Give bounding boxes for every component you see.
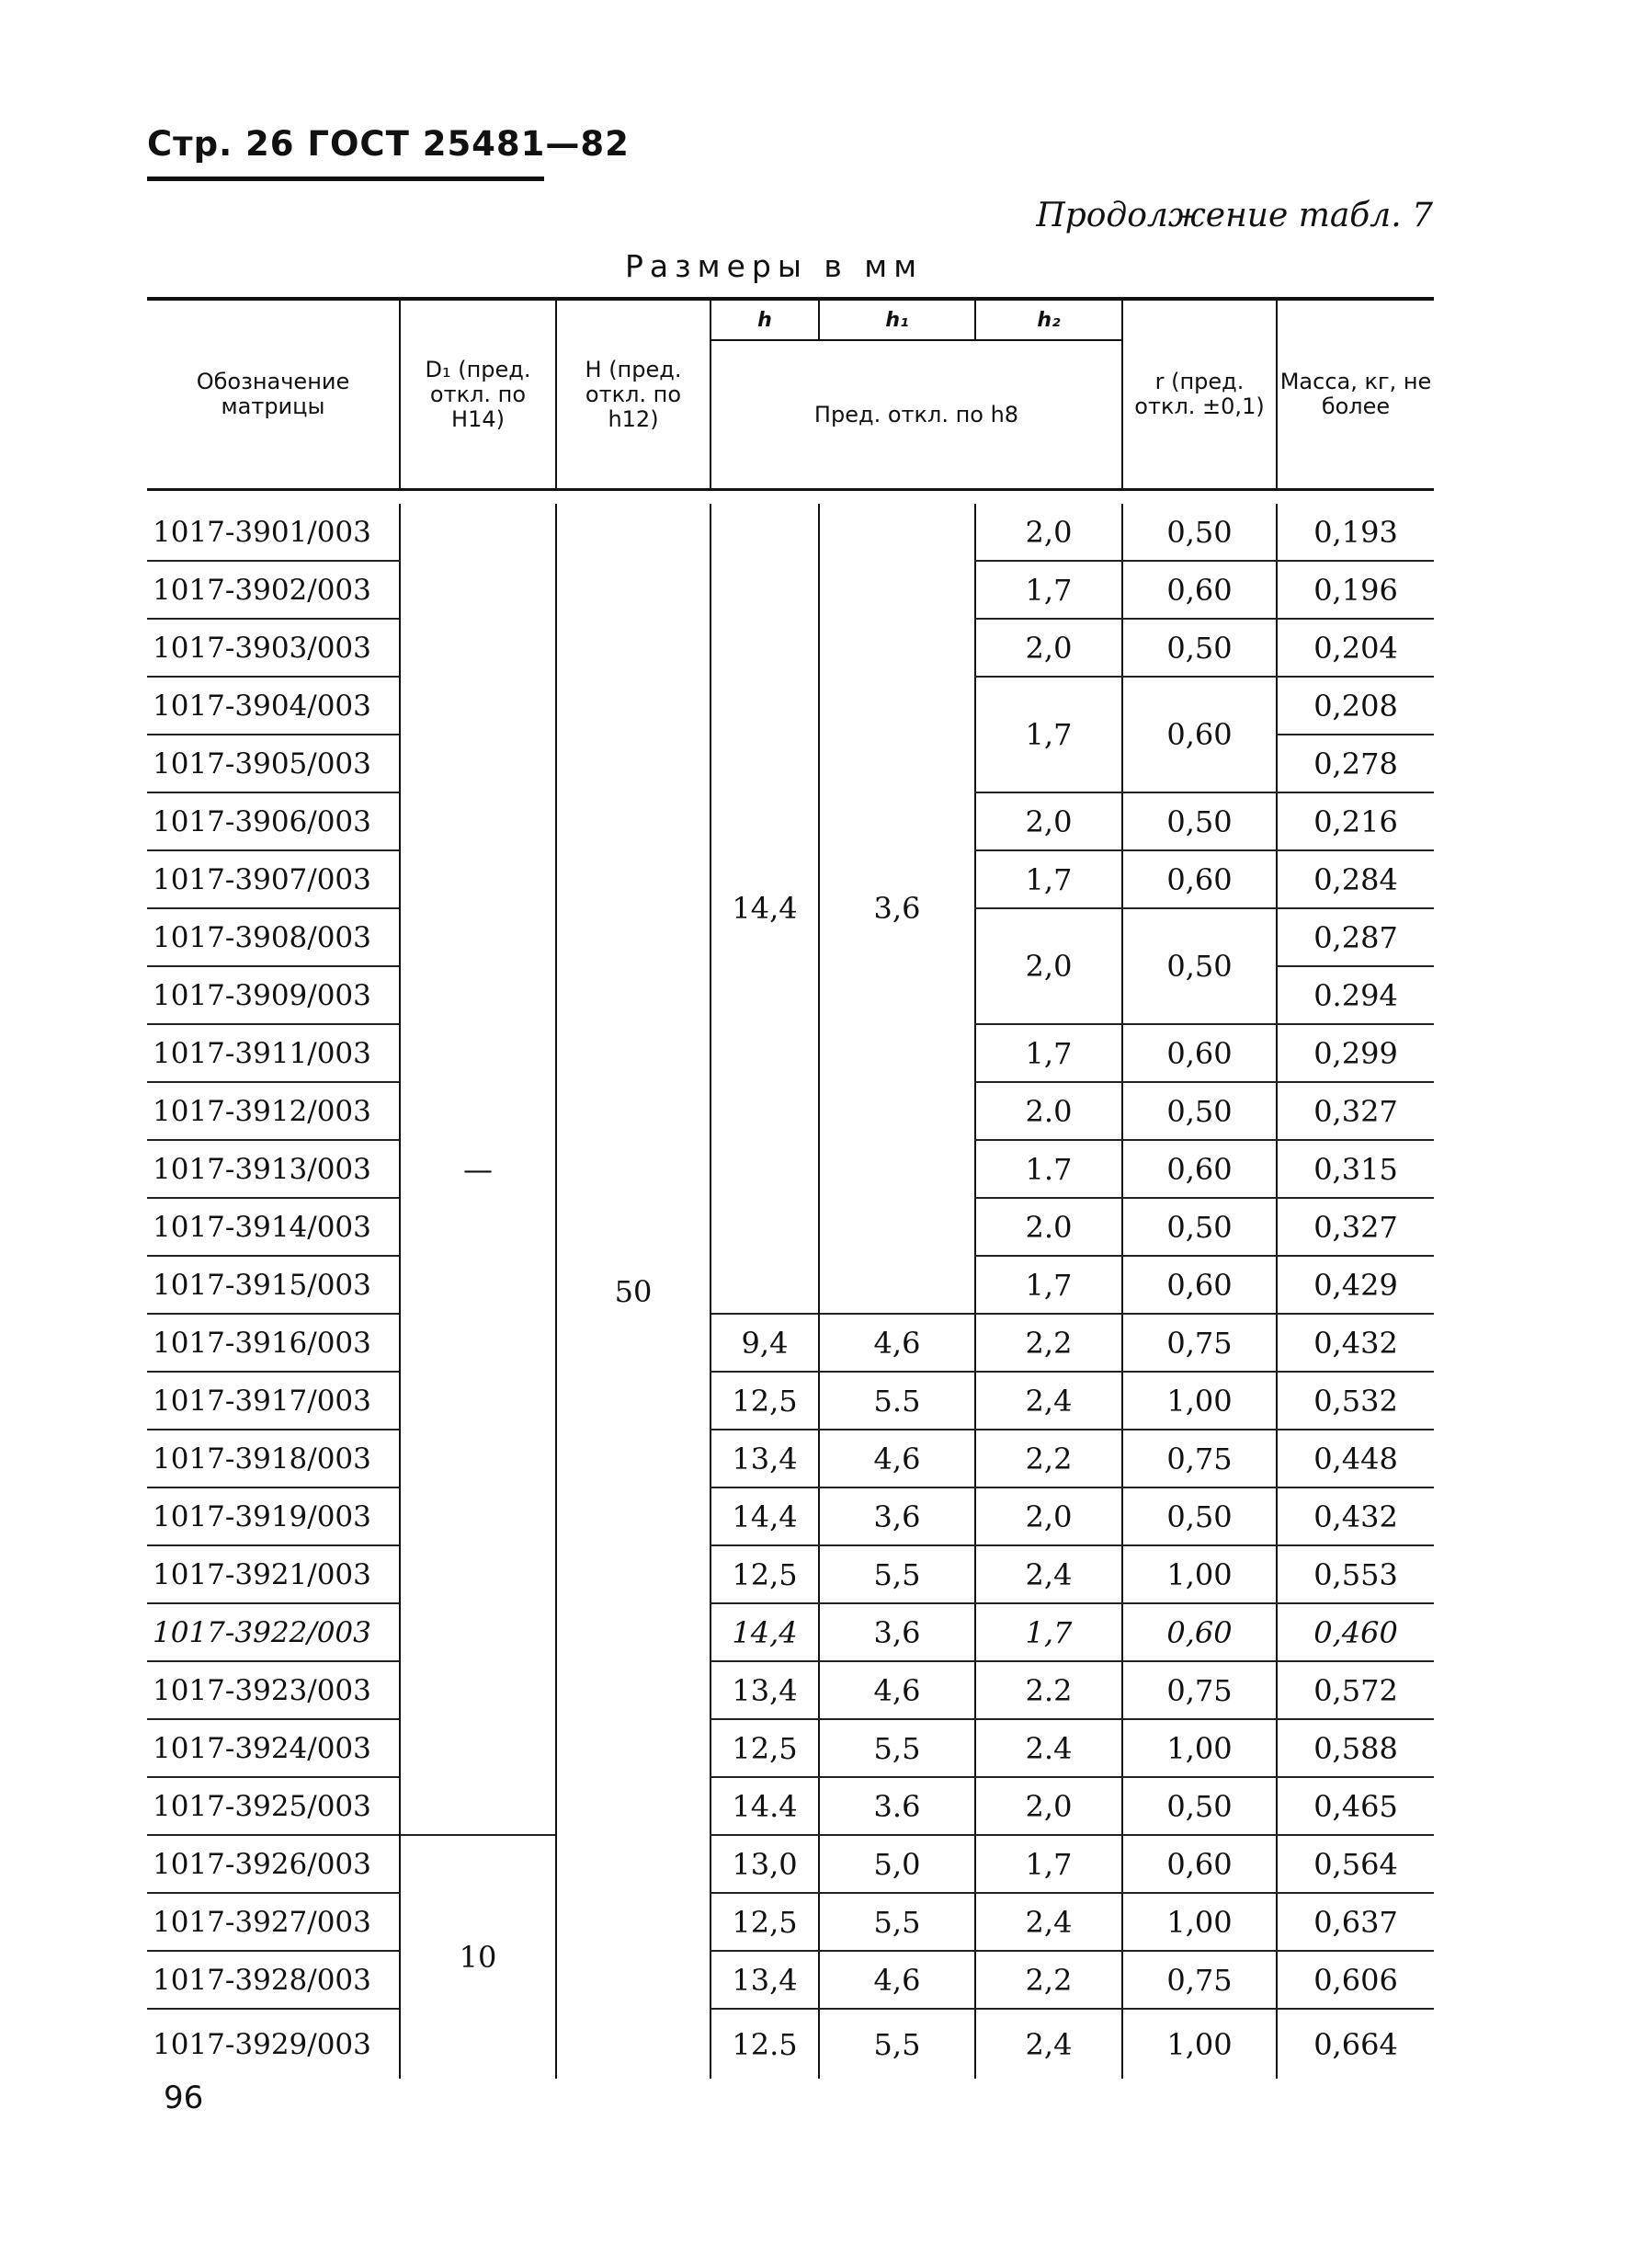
r-cell: 1,00 xyxy=(1122,1719,1277,1777)
designation-cell: 1017-3921/003 xyxy=(147,1545,400,1603)
page-number: 96 xyxy=(164,2080,204,2116)
h1-cell: 5,0 xyxy=(819,1835,975,1893)
designation-cell: 1017-3906/003 xyxy=(147,792,400,850)
designation-cell: 1017-3908/003 xyxy=(147,908,400,966)
mass-cell: 0,588 xyxy=(1277,1719,1434,1777)
table-row xyxy=(147,1372,1434,1430)
designation-cell: 1017-3901/003 xyxy=(147,504,400,561)
designation-cell: 1017-3912/003 xyxy=(147,1082,400,1140)
h1-cell: 3,6 xyxy=(819,1487,975,1545)
h-cell: 14.4 xyxy=(711,1777,819,1835)
r-cell: 0,50 xyxy=(1122,619,1277,677)
h2-merged-cell: 1,7 xyxy=(975,677,1122,792)
designation-cell: 1017-3925/003 xyxy=(147,1777,400,1835)
h-height-merged: 50 xyxy=(556,504,711,2079)
designation-cell: 1017-3918/003 xyxy=(147,1430,400,1487)
designation-cell: 1017-3903/003 xyxy=(147,619,400,677)
dimensions-table xyxy=(147,297,1434,2079)
r-cell: 0,60 xyxy=(1122,850,1277,908)
h2-cell: 2.0 xyxy=(975,1198,1122,1256)
mass-cell: 0,564 xyxy=(1277,1835,1434,1893)
table-row xyxy=(147,1835,1434,1893)
h2-cell: 2,4 xyxy=(975,1372,1122,1430)
mass-cell: 0,432 xyxy=(1277,1314,1434,1372)
h2-cell: 2.2 xyxy=(975,1661,1122,1719)
h2-cell: 1,7 xyxy=(975,850,1122,908)
d1-merged-ten: 10 xyxy=(400,1835,556,2079)
table-row xyxy=(147,1545,1434,1603)
table-row xyxy=(147,1314,1434,1372)
h-cell: 12,5 xyxy=(711,1372,819,1430)
table-row xyxy=(147,1487,1434,1545)
r-cell: 0,60 xyxy=(1122,1603,1277,1661)
h-cell: 13,0 xyxy=(711,1835,819,1893)
mass-cell: 0,284 xyxy=(1277,850,1434,908)
designation-cell: 1017-3902/003 xyxy=(147,561,400,619)
col-header-d1: D₁ (пред. откл. по H14) xyxy=(400,299,556,490)
r-cell: 0,50 xyxy=(1122,792,1277,850)
table-row xyxy=(147,1430,1434,1487)
mass-cell: 0,637 xyxy=(1277,1893,1434,1951)
r-merged-cell: 0,60 xyxy=(1122,677,1277,792)
r-merged-cell: 0,50 xyxy=(1122,908,1277,1024)
mass-cell: 0,315 xyxy=(1277,1140,1434,1198)
mass-cell: 0.294 xyxy=(1277,966,1434,1024)
h-cell: 12,5 xyxy=(711,1719,819,1777)
table-row xyxy=(147,1661,1434,1719)
h2-cell: 2,0 xyxy=(975,1777,1122,1835)
h2-cell: 2,0 xyxy=(975,619,1122,677)
h2-cell: 1,7 xyxy=(975,561,1122,619)
designation-cell: 1017-3924/003 xyxy=(147,1719,400,1777)
mass-cell: 0,572 xyxy=(1277,1661,1434,1719)
h2-cell: 2,0 xyxy=(975,504,1122,561)
r-cell: 1,00 xyxy=(1122,1893,1277,1951)
designation-cell: 1017-3929/003 xyxy=(153,2027,371,2061)
col-header-mass: Масса, кг, не более xyxy=(1277,299,1434,490)
table-body xyxy=(147,504,1434,2079)
r-cell: 0,60 xyxy=(1122,1835,1277,1893)
page-header: Стр. 26 ГОСТ 25481—82 xyxy=(147,124,630,164)
h1-cell: 4,6 xyxy=(819,1661,975,1719)
h1-cell: 5,5 xyxy=(819,2009,975,2079)
designation-cell: 1017-3928/003 xyxy=(147,1951,400,2009)
r-cell: 0,50 xyxy=(1122,1777,1277,1835)
r-cell: 0,60 xyxy=(1122,561,1277,619)
table-continuation-label: Продолжение табл. 7 xyxy=(1036,197,1433,234)
mass-cell: 0,196 xyxy=(1277,561,1434,619)
mass-cell: 0,465 xyxy=(1277,1777,1434,1835)
table-row xyxy=(147,1777,1434,1835)
h2-cell: 1,7 xyxy=(975,1024,1122,1082)
h1-cell: 3,6 xyxy=(819,1603,975,1661)
mass-cell: 0,532 xyxy=(1277,1372,1434,1430)
h2-cell: 2,2 xyxy=(975,1314,1122,1372)
h2-cell: 2,0 xyxy=(975,792,1122,850)
h-cell: 12.5 xyxy=(711,2009,819,2079)
r-cell: 0,60 xyxy=(1122,1024,1277,1082)
r-cell: 0,75 xyxy=(1122,1430,1277,1487)
h2-cell: 2,2 xyxy=(975,1430,1122,1487)
r-cell: 1,00 xyxy=(1122,1372,1277,1430)
mass-cell: 0,664 xyxy=(1277,2009,1434,2079)
mass-cell: 0,448 xyxy=(1277,1430,1434,1487)
mass-cell: 0,287 xyxy=(1277,908,1434,966)
table-row xyxy=(147,1951,1434,2009)
r-cell: 0,50 xyxy=(1122,1082,1277,1140)
h2-cell: 2,4 xyxy=(975,1893,1122,1951)
h-cell: 9,4 xyxy=(711,1314,819,1372)
h1-cell: 4,6 xyxy=(819,1951,975,2009)
r-cell: 1,00 xyxy=(1122,2009,1277,2079)
h2-cell: 1,7 xyxy=(975,1835,1122,1893)
mass-cell: 0,327 xyxy=(1277,1198,1434,1256)
r-cell: 0,75 xyxy=(1122,1951,1277,2009)
r-cell: 0,75 xyxy=(1122,1314,1277,1372)
r-cell: 1,00 xyxy=(1122,1545,1277,1603)
h-cell: 12,5 xyxy=(711,1545,819,1603)
h-cell: 13,4 xyxy=(711,1661,819,1719)
designation-cell: 1017-3915/003 xyxy=(147,1256,400,1314)
col-header-designation: Обозначение матрицы xyxy=(147,299,400,490)
h1-cell: 4,6 xyxy=(819,1430,975,1487)
h2-cell: 2,4 xyxy=(975,1545,1122,1603)
mass-cell: 0,429 xyxy=(1277,1256,1434,1314)
h2-cell: 1,7 xyxy=(975,1256,1122,1314)
designation-cell: 1017-3922/003 xyxy=(147,1603,400,1661)
h1-cell: 4,6 xyxy=(819,1314,975,1372)
r-cell: 0,50 xyxy=(1122,1487,1277,1545)
units-caption: Размеры в мм xyxy=(625,248,924,284)
mass-cell: 0,208 xyxy=(1277,677,1434,735)
h1-cell: 5,5 xyxy=(819,1545,975,1603)
h2-merged-cell: 2,0 xyxy=(975,908,1122,1024)
designation-cell: 1017-3913/003 xyxy=(147,1140,400,1198)
r-cell: 0,50 xyxy=(1122,1198,1277,1256)
col-header-h1: h₁ xyxy=(819,299,975,340)
h-cell: 14,4 xyxy=(711,1487,819,1545)
table-row xyxy=(147,504,1434,561)
h-cell: 13,4 xyxy=(711,1951,819,2009)
designation-cell: 1017-3911/003 xyxy=(147,1024,400,1082)
designation-cell: 1017-3917/003 xyxy=(147,1372,400,1430)
table-row xyxy=(147,1603,1434,1661)
designation-cell: 1017-3909/003 xyxy=(147,966,400,1024)
h1-cell: 5,5 xyxy=(819,1719,975,1777)
h1-cell: 3.6 xyxy=(819,1777,975,1835)
r-cell: 0,50 xyxy=(1122,504,1277,561)
mass-cell: 0,460 xyxy=(1277,1603,1434,1661)
mass-cell: 0,216 xyxy=(1277,792,1434,850)
r-cell: 0,60 xyxy=(1122,1140,1277,1198)
designation-cell: 1017-3926/003 xyxy=(147,1835,400,1893)
table-row xyxy=(147,1719,1434,1777)
h-cell: 12,5 xyxy=(711,1893,819,1951)
h2-cell: 2.0 xyxy=(975,1082,1122,1140)
designation-cell: 1017-3905/003 xyxy=(147,735,400,792)
mass-cell: 0,299 xyxy=(1277,1024,1434,1082)
col-header-h-height: H (пред. откл. по h12) xyxy=(556,299,711,490)
designation-cell: 1017-3916/003 xyxy=(147,1314,400,1372)
mass-cell: 0,204 xyxy=(1277,619,1434,677)
mass-cell: 0,553 xyxy=(1277,1545,1434,1603)
r-cell: 0,60 xyxy=(1122,1256,1277,1314)
h-cell: 14,4 xyxy=(711,1603,819,1661)
h2-cell: 2,2 xyxy=(975,1951,1122,2009)
header-underline xyxy=(147,177,544,181)
mass-cell: 0,278 xyxy=(1277,735,1434,792)
designation-cell: 1017-3914/003 xyxy=(147,1198,400,1256)
h2-cell: 1,7 xyxy=(975,1603,1122,1661)
h2-cell: 2.4 xyxy=(975,1719,1122,1777)
table-row xyxy=(147,1893,1434,1951)
h2-cell: 2,0 xyxy=(975,1487,1122,1545)
designation-cell: 1017-3923/003 xyxy=(147,1661,400,1719)
mass-cell: 0,193 xyxy=(1277,504,1434,561)
h2-cell: 1.7 xyxy=(975,1140,1122,1198)
h2-cell: 2,4 xyxy=(975,2009,1122,2079)
h1-cell: 5.5 xyxy=(819,1372,975,1430)
mass-cell: 0,327 xyxy=(1277,1082,1434,1140)
h1-cell: 5,5 xyxy=(819,1893,975,1951)
designation-cell: 1017-3919/003 xyxy=(147,1487,400,1545)
mass-cell: 0,606 xyxy=(1277,1951,1434,2009)
mass-cell: 0,432 xyxy=(1277,1487,1434,1545)
designation-cell: 1017-3904/003 xyxy=(147,677,400,735)
h-merged-first: 14,4 xyxy=(711,504,819,1314)
col-header-h-tolerance: Пред. откл. по h8 xyxy=(711,340,1122,490)
designation-cell: 1017-3927/003 xyxy=(147,1893,400,1951)
h1-merged-first: 3,6 xyxy=(819,504,975,1314)
r-cell: 0,75 xyxy=(1122,1661,1277,1719)
dimensions-table-wrap xyxy=(147,297,1434,2079)
col-header-h: h xyxy=(711,299,819,340)
h-cell: 13,4 xyxy=(711,1430,819,1487)
col-header-r: r (пред. откл. ±0,1) xyxy=(1122,299,1277,490)
designation-cell: 1017-3907/003 xyxy=(147,850,400,908)
col-header-h2: h₂ xyxy=(975,299,1122,340)
table-row xyxy=(147,2009,1434,2079)
d1-merged-dash: — xyxy=(400,504,556,1835)
